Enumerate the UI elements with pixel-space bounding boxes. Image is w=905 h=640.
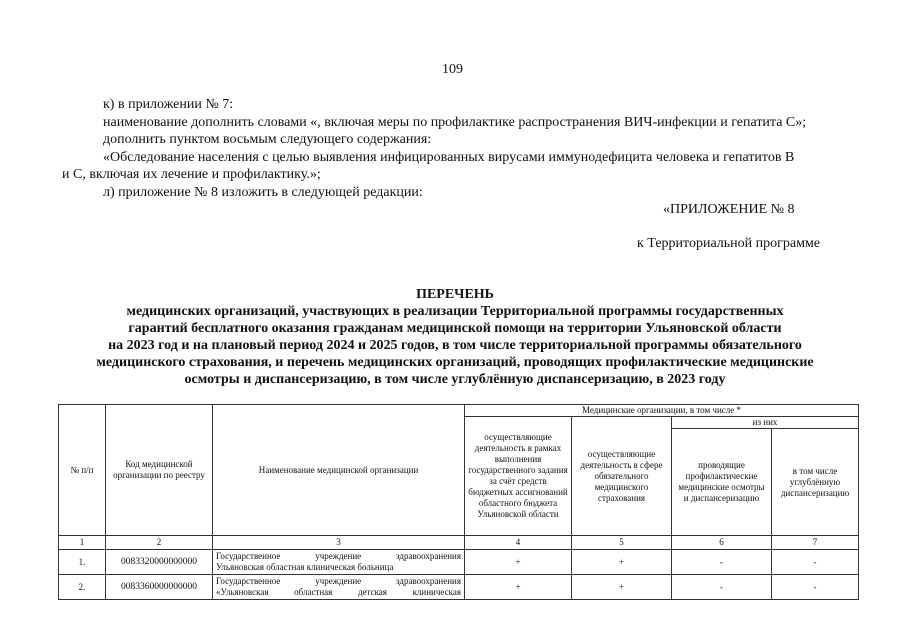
row-name-line2: Ульяновская областная клиническая больница bbox=[216, 562, 394, 572]
row-prof-mark: - bbox=[672, 550, 772, 575]
row-oms-mark: + bbox=[572, 550, 672, 575]
column-number: 3 bbox=[213, 536, 465, 550]
header-of-them: из них bbox=[672, 417, 859, 429]
row-num: 1. bbox=[59, 550, 106, 575]
title-heading: ПЕРЕЧЕНЬ bbox=[416, 287, 494, 302]
row-name-line2: «Ульяновская областная детская клиническая bbox=[216, 587, 461, 597]
paragraph-item-k: к) в приложении № 7: bbox=[103, 97, 234, 112]
row-prof-mark: - bbox=[672, 575, 772, 600]
paragraph-add-point: дополнить пунктом восьмым следующего содержания: bbox=[103, 132, 432, 147]
header-name: Наименование медицинской организации bbox=[213, 405, 465, 536]
title-line-5: осмотры и диспансеризацию, в том числе углублённую диспансеризацию, в 2023 году bbox=[184, 372, 726, 387]
row-name-line1: Государственное учреждение здравоохранения bbox=[216, 551, 461, 561]
column-number: 4 bbox=[465, 536, 572, 550]
table-row bbox=[59, 575, 859, 600]
paragraph-quote-line1: «Обследование населения с целью выявления инфицированных вирусами иммунодефицита человека и гепатитов В bbox=[103, 150, 795, 165]
column-number: 1 bbox=[59, 536, 106, 550]
row-name bbox=[213, 550, 465, 575]
row-deep-mark: - bbox=[772, 550, 859, 575]
title-line-3: на 2023 год и на плановый период 2024 и 2025 годов, в том числе территориальной программы обязательного bbox=[108, 338, 802, 353]
title-line-2: гарантий бесплатного оказания гражданам медицинской помощи на территории Ульяновской области bbox=[128, 321, 782, 336]
row-budget-mark: + bbox=[465, 575, 572, 600]
row-deep-mark: - bbox=[772, 575, 859, 600]
row-budget-mark: + bbox=[465, 550, 572, 575]
appendix-subtitle: к Территориальной программе bbox=[637, 236, 821, 251]
row-code: 0083360000000000 bbox=[106, 575, 213, 600]
header-group: Медицинские организации, в том числе * bbox=[465, 405, 859, 417]
title-line-4: медицинского страхования, и перечень медицинских организаций, проводящих профилактические медицинские bbox=[96, 355, 814, 370]
paragraph-name-addition: наименование дополнить словами «, включая меры по профилактике распространения ВИЧ-инфекции и гепатита С»; bbox=[103, 115, 807, 130]
header-code: Код медицинской организации по реестру bbox=[106, 405, 213, 536]
header-oms: осуществляющие деятельность в сфере обязательного медицинского страхования bbox=[572, 417, 672, 536]
paragraph-item-l: л) приложение № 8 изложить в следующей редакции: bbox=[103, 185, 423, 200]
paragraph-quote-line2: и С, включая их лечение и профилактику.»; bbox=[62, 167, 321, 182]
title-line-1: медицинских организаций, участвующих в реализации Территориальной программы государственных bbox=[126, 304, 784, 319]
appendix-label: «ПРИЛОЖЕНИЕ № 8 bbox=[663, 202, 795, 217]
row-name-line1: Государственное учреждение здравоохранения bbox=[216, 576, 461, 586]
document-title bbox=[40, 286, 870, 388]
organizations-table bbox=[58, 404, 859, 600]
row-num: 2. bbox=[59, 575, 106, 600]
column-number: 5 bbox=[572, 536, 672, 550]
row-oms-mark: + bbox=[572, 575, 672, 600]
header-budget: осуществляющие деятельность в рамках выполнения государственного задания за счёт средств бюджетных ассигнований областного бюджета Ульяновской области bbox=[465, 417, 572, 536]
row-code: 0083320000000000 bbox=[106, 550, 213, 575]
header-prof: проводящие профилактические медицинские осмотры и диспансеризацию bbox=[672, 429, 772, 536]
header-num: № п/п bbox=[59, 405, 106, 536]
page-number: 109 bbox=[442, 62, 463, 77]
header-deep: в том числе углублённую диспансеризацию bbox=[772, 429, 859, 536]
row-name bbox=[213, 575, 465, 600]
column-number: 6 bbox=[672, 536, 772, 550]
column-number: 7 bbox=[772, 536, 859, 550]
table-row bbox=[59, 550, 859, 575]
column-number: 2 bbox=[106, 536, 213, 550]
